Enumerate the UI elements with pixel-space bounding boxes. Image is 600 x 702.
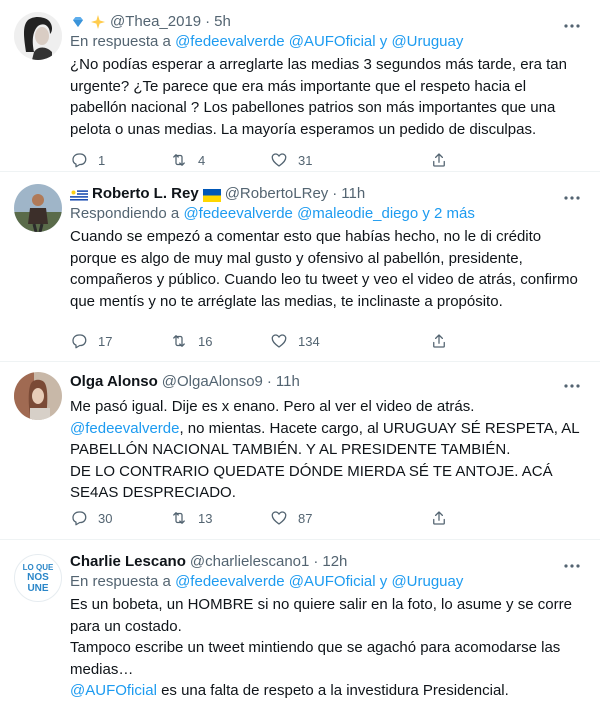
separator-dot: ·: [205, 13, 211, 30]
tweet-time[interactable]: 12h: [322, 553, 348, 570]
reply-icon: [70, 332, 88, 350]
tweet-text-content: Cuando se empezó a comentar esto que habías hecho, no le di crédito porque es algo de muy mal gusto y ofensivo al pabellón, presidente, compañeros y público. Cuando leo tu tweet y veo el video de atrás, confirmo que mentís y no te arréglate las medias, te inclinaste a propósito.: [70, 228, 578, 310]
avatar[interactable]: [14, 184, 62, 232]
tweet-handle[interactable]: @RobertoLRey: [224, 185, 329, 202]
tweet-text-segment: es una falta de respeto a la investidura Presidencial.: [156, 682, 509, 699]
tweet-text-paragraph: [70, 680, 584, 702]
reply-count: 17: [98, 333, 113, 349]
avatar-image: [14, 184, 62, 232]
more-options-icon[interactable]: [562, 188, 582, 208]
avatar-logo: [15, 563, 61, 594]
share-icon: [430, 332, 448, 350]
share-icon: [430, 151, 448, 169]
avatar-image: [14, 372, 62, 420]
tweet-time[interactable]: 5h: [214, 13, 231, 30]
tweet-text: [70, 396, 584, 504]
tweet-3: [0, 362, 600, 540]
retweet-button[interactable]: [170, 332, 270, 350]
share-icon: [430, 509, 448, 527]
reply-context: [70, 32, 584, 52]
tweet-text-line: [70, 418, 584, 461]
tweet-header: [70, 372, 584, 392]
like-count: 87: [298, 510, 313, 526]
reply-prefix: En respuesta a: [70, 33, 171, 50]
heart-icon: [270, 151, 288, 169]
reply-mentions[interactable]: @fedeevalverde @maleodie_diego y 2 más: [183, 205, 475, 222]
text-mention[interactable]: @fedeevalverde: [70, 419, 180, 437]
like-count: 31: [298, 152, 313, 168]
tweet-text: [70, 54, 584, 140]
like-button[interactable]: [270, 509, 370, 527]
display-name[interactable]: Olga Alonso: [70, 373, 158, 390]
share-button[interactable]: [430, 151, 448, 169]
avatar[interactable]: [14, 372, 62, 420]
tweet-actions: [70, 331, 510, 351]
tweet-text-paragraph: Tampoco escribe un tweet mintiendo que se agachó para acomodarse las medias…: [70, 639, 561, 678]
tweet-time[interactable]: 11h: [275, 373, 300, 390]
avatar[interactable]: [14, 554, 62, 602]
retweet-count: 4: [198, 152, 206, 168]
tweet-handle[interactable]: @Thea_2019: [110, 13, 202, 30]
retweet-icon: [170, 509, 188, 527]
retweet-icon: [170, 332, 188, 350]
tweet-handle[interactable]: @charlielescano1: [189, 553, 310, 570]
avatar-image: [14, 12, 62, 60]
display-name[interactable]: Charlie Lescano: [70, 553, 186, 570]
reply-context: [70, 572, 584, 592]
uruguay-flag-emoji: [70, 188, 88, 201]
tweet-actions: [70, 150, 510, 170]
tweet-text-content: ¿No podías esperar a arreglarte las medias 3 segundos más tarde, era tan urgente? ¿Te parece que era más importante que el respeto hacia el pabellón nacional ? Los pabellones patrios son más importantes que una pelota o unas medias. La mayoría esperamos un pedido de disculpas.: [70, 56, 567, 138]
diamond-emoji: [70, 14, 86, 30]
like-button[interactable]: [270, 332, 370, 350]
separator-dot: ·: [332, 185, 338, 202]
ukraine-flag-emoji: [203, 188, 221, 201]
tweet-header: [70, 552, 584, 572]
avatar-logo-line: LO QUE: [22, 563, 54, 572]
tweet-text-paragraph: Es un bobeta, un HOMBRE si no quiere salir en la foto, lo asume y se corre para un costado.: [70, 596, 572, 635]
reply-count: 1: [98, 152, 106, 168]
reply-icon: [70, 509, 88, 527]
heart-icon: [270, 509, 288, 527]
tweet-4: [0, 540, 600, 702]
reply-mentions[interactable]: @fedeevalverde @AUFOficial y @Uruguay: [175, 33, 464, 50]
text-mention[interactable]: @AUFOficial: [70, 682, 157, 699]
display-name[interactable]: Roberto L. Rey: [92, 185, 199, 202]
sparkle-star-emoji: [90, 14, 106, 30]
tweet-text-line: DE LO CONTRARIO QUEDATE DÓNDE MIERDA SÉ TE ANTOJE. ACÁ SE4AS DESPRECIADO.: [70, 462, 553, 501]
avatar-logo-line: UNE: [27, 583, 49, 594]
tweet-text: [70, 226, 584, 312]
retweet-button[interactable]: [170, 509, 270, 527]
separator-dot: ·: [313, 553, 319, 570]
tweet-text-line: Me pasó igual. Dije es x enano. Pero al ver el video de atrás.: [70, 398, 475, 415]
tweet-header: [70, 12, 584, 32]
tweet-time[interactable]: 11h: [341, 185, 366, 202]
retweet-count: 13: [198, 510, 213, 526]
more-options-icon[interactable]: [562, 556, 582, 576]
reply-button[interactable]: [70, 509, 170, 527]
avatar[interactable]: [14, 12, 62, 60]
reply-count: 30: [98, 510, 113, 526]
like-button[interactable]: [270, 151, 370, 169]
reply-prefix: Respondiendo a: [70, 205, 180, 222]
reply-button[interactable]: [70, 151, 170, 169]
reply-context: [70, 204, 584, 224]
heart-icon: [270, 332, 288, 350]
retweet-button[interactable]: [170, 151, 270, 169]
tweet-2: [0, 172, 600, 362]
tweet-text: [70, 594, 584, 702]
tweet-actions: [70, 508, 510, 528]
like-count: 134: [298, 333, 320, 349]
share-button[interactable]: [430, 332, 448, 350]
avatar-logo-line: NOS: [27, 572, 49, 583]
reply-button[interactable]: [70, 332, 170, 350]
tweet-text-segment: , no mientas. Hacete cargo, al URUGUAY SÉ RESPETA, AL PABELLÓN NACIONAL TAMBIÉN. Y AL PRESIDENTE TAMBIÉN.: [70, 419, 580, 458]
more-options-icon[interactable]: [562, 16, 582, 36]
reply-mentions[interactable]: @fedeevalverde @AUFOficial y @Uruguay: [175, 573, 464, 590]
share-button[interactable]: [430, 509, 448, 527]
tweet-handle[interactable]: @OlgaAlonso9: [161, 373, 263, 390]
separator-dot: ·: [266, 373, 272, 390]
retweet-icon: [170, 151, 188, 169]
more-options-icon[interactable]: [562, 376, 582, 396]
tweet-header: [70, 184, 584, 204]
reply-prefix: En respuesta a: [70, 573, 171, 590]
retweet-count: 16: [198, 333, 213, 349]
reply-icon: [70, 151, 88, 169]
tweet-1: [0, 0, 600, 172]
